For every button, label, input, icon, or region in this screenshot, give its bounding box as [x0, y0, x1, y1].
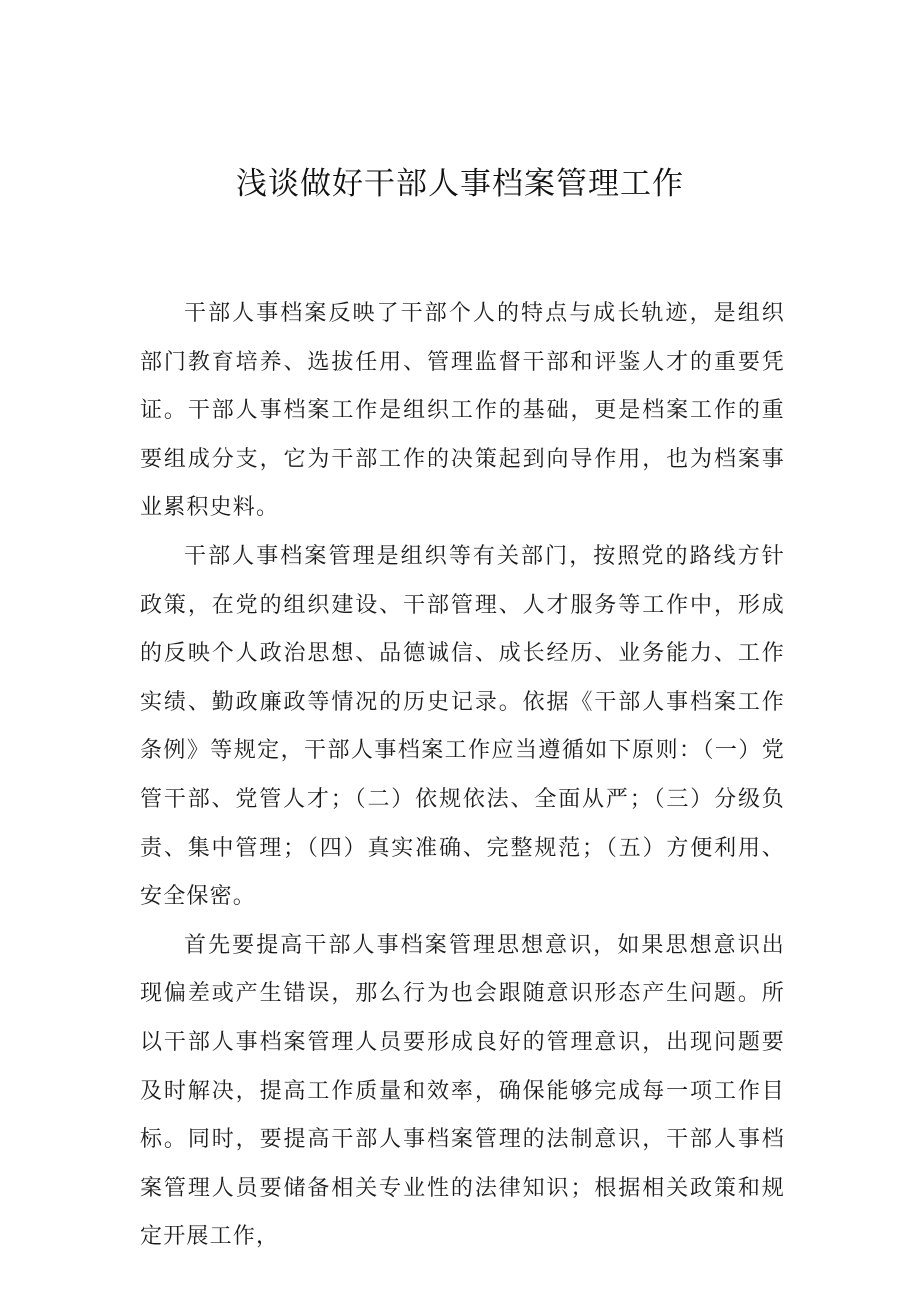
- paragraph-principles: 干部人事档案管理是组织等有关部门，按照党的路线方针政策，在党的组织建设、干部管理、人才服务等工作中，形成的反映个人政治思想、品德诚信、成长经历、业务能力、工作实绩、勤政廉政等情况的历史记录。依据《干部人事档案工作条例》等规定，干部人事档案工作应当遵循如下原则：（一）党管干部、党管人才；（二）依规依法、全面从严；（三）分级负责、集中管理；（四）真实准确、完整规范；（五）方便利用、安全保密。: [140, 543, 785, 910]
- document-body: [140, 290, 785, 1262]
- paragraph-awareness: 首先要提高干部人事档案管理思想意识，如果思想意识出现偏差或产生错误，那么行为也会跟随意识形态产生问题。所以干部人事档案管理人员要形成良好的管理意识，出现问题要及时解决，提高工作质量和效率，确保能够完成每一项工作目标。同时，要提高干部人事档案管理的法制意识，干部人事档案管理人员要储备相关专业性的法律知识；根据相关政策和规定开展工作，: [140, 932, 785, 1250]
- document-title: 浅谈做好干部人事档案管理工作: [236, 166, 684, 202]
- paragraph-intro: 干部人事档案反映了干部个人的特点与成长轨迹，是组织部门教育培养、选拔任用、管理监督干部和评鉴人才的重要凭证。干部人事档案工作是组织工作的基础，更是档案工作的重要组成分支，它为干部工作的决策起到向导作用，也为档案事业累积史料。: [140, 301, 785, 521]
